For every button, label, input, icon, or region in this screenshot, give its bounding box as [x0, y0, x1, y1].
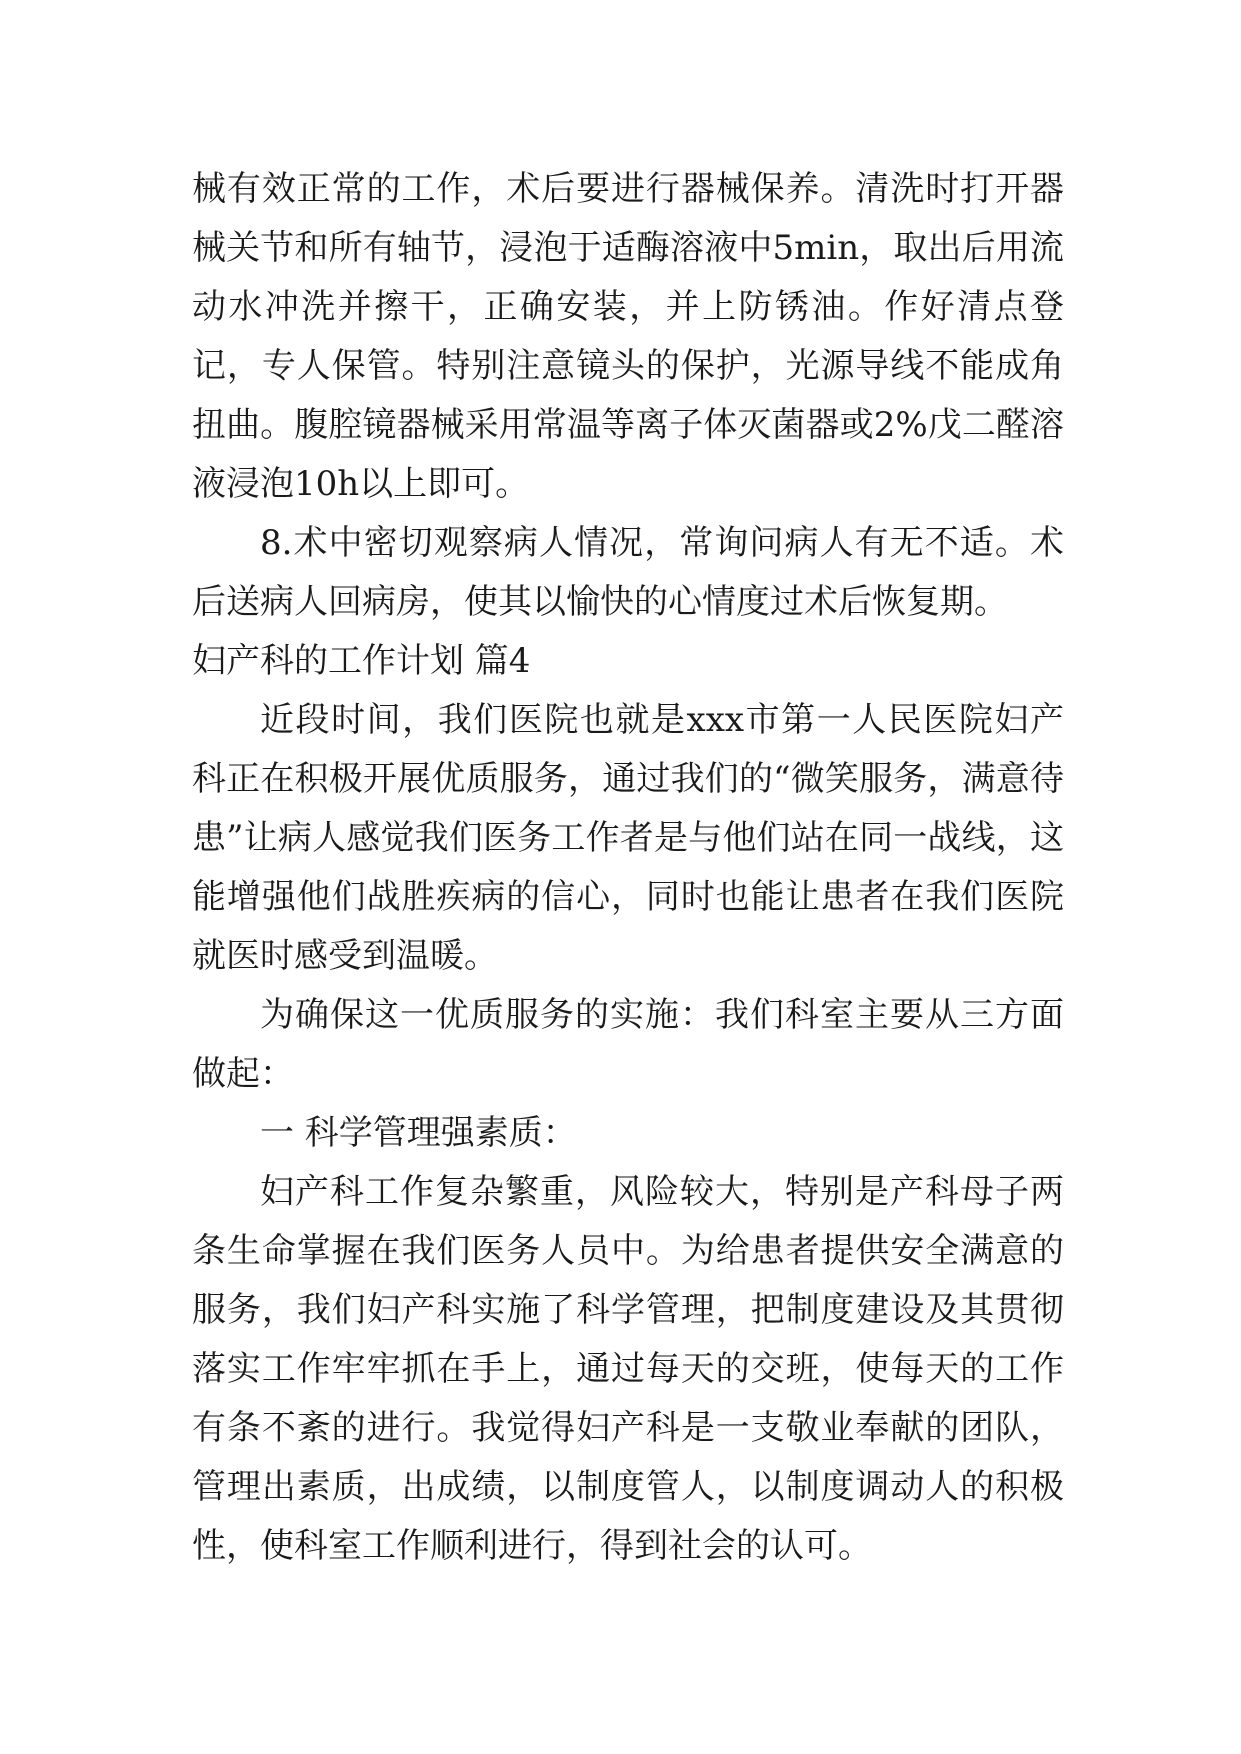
paragraph-management-detail: 妇产科工作复杂繁重，风险较大，特别是产科母子两条生命掌握在我们医务人员中。为给患者提供安全满意的服务，我们妇产科实施了科学管理，把制度建设及其贯彻落实工作牢牢抓在手上，通过每天的交班，使每天的工作有条不紊的进行。我觉得妇产科是一支敬业奉献的团队，管理出素质，出成绩，以制度管人，以制度调动人的积极性，使科室工作顺利进行，得到社会的认可。 — [192, 1172, 1064, 1566]
section-heading: 妇产科的工作计划 篇4 — [192, 641, 531, 681]
paragraph-item-8: 8.术中密切观察病人情况，常询问病人有无不适。术后送病人回病房，使其以愉快的心情度过术后恢复期。 — [192, 523, 1064, 622]
subheading-scientific-management: 一 科学管理强素质： — [260, 1113, 577, 1153]
paragraph-three-aspects: 为确保这一优质服务的实施：我们科室主要从三方面做起： — [192, 995, 1064, 1094]
paragraph-instrument-care: 械有效正常的工作，术后要进行器械保养。清洗时打开器械关节和所有轴节，浸泡于适酶溶液中5min，取出后用流动水冲洗并擦干，正确安装，并上防锈油。作好清点登记，专人保管。特别注意镜头的保护，光源导线不能成角扭曲。腹腔镜器械采用常温等离子体灭菌器或2%戊二醛溶液浸泡10h以上即可。 — [192, 169, 1064, 504]
document-body — [192, 160, 1064, 1576]
paragraph-intro: 近段时间，我们医院也就是xxx市第一人民医院妇产科正在积极开展优质服务，通过我们的“微笑服务，满意待患”让病人感觉我们医务工作者是与他们站在同一战线，这能增强他们战胜疾病的信心，同时也能让患者在我们医院就医时感受到温暖。 — [192, 700, 1064, 976]
